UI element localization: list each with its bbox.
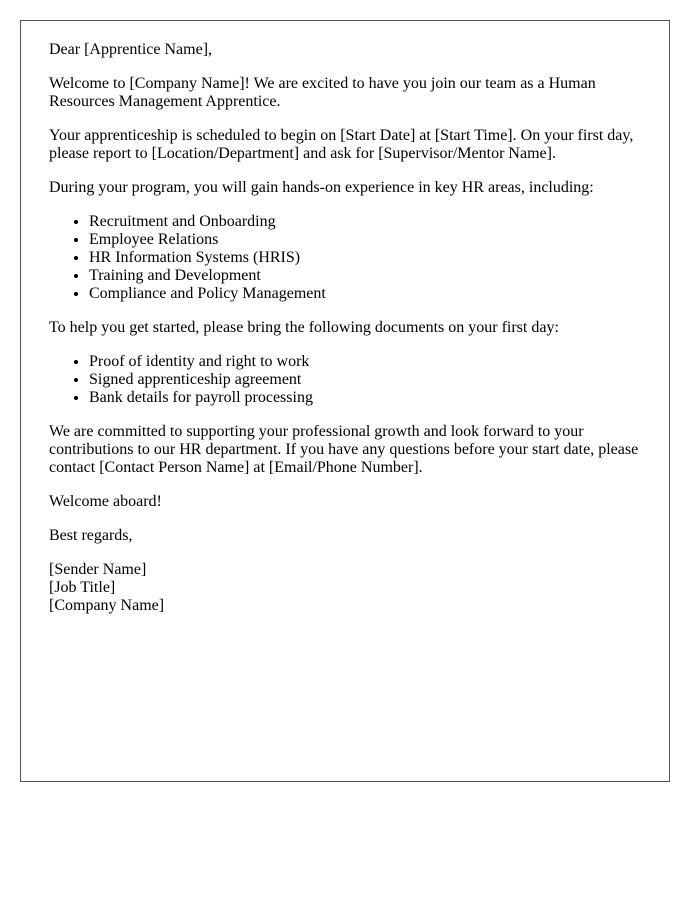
- list-item: • Compliance and Policy Management: [89, 285, 649, 303]
- sender-title: [Job Title]: [49, 579, 116, 596]
- list-item: • HR Information Systems (HRIS): [89, 249, 649, 267]
- list-item: • Proof of identity and right to work: [89, 353, 649, 371]
- hr-areas-list: [49, 213, 649, 303]
- documents-list: [49, 353, 649, 407]
- closing: Best regards,: [49, 527, 133, 544]
- documents-paragraph: To help you get started, please bring the following documents on your first day:: [49, 319, 559, 336]
- list-item: • Signed apprenticeship agreement: [89, 371, 649, 389]
- list-item: • Employee Relations: [89, 231, 649, 249]
- schedule-paragraph: Your apprenticeship is scheduled to begin on [Start Date] at [Start Time]. On your first day, please report to [Location/Department] and ask for [Supervisor/Mentor Name].: [49, 127, 634, 162]
- list-item: • Training and Development: [89, 267, 649, 285]
- support-paragraph: We are committed to supporting your professional growth and look forward to your contributions to our HR department. If you have any questions before your start date, please contact [Contact Person Name] at [Email/Phone Number].: [49, 423, 639, 476]
- intro-paragraph: Welcome to [Company Name]! We are excited to have you join our team as a Human Resources Management Apprentice.: [49, 75, 596, 110]
- letter: [20, 20, 670, 782]
- program-paragraph: During your program, you will gain hands-on experience in key HR areas, including:: [49, 179, 594, 196]
- sender-company: [Company Name]: [49, 597, 165, 614]
- greeting: Dear [Apprentice Name],: [49, 41, 213, 58]
- welcome-aboard: Welcome aboard!: [49, 493, 162, 510]
- signature: [49, 561, 649, 615]
- sender-name: [Sender Name]: [49, 561, 147, 578]
- list-item: • Recruitment and Onboarding: [89, 213, 649, 231]
- list-item: • Bank details for payroll processing: [89, 389, 649, 407]
